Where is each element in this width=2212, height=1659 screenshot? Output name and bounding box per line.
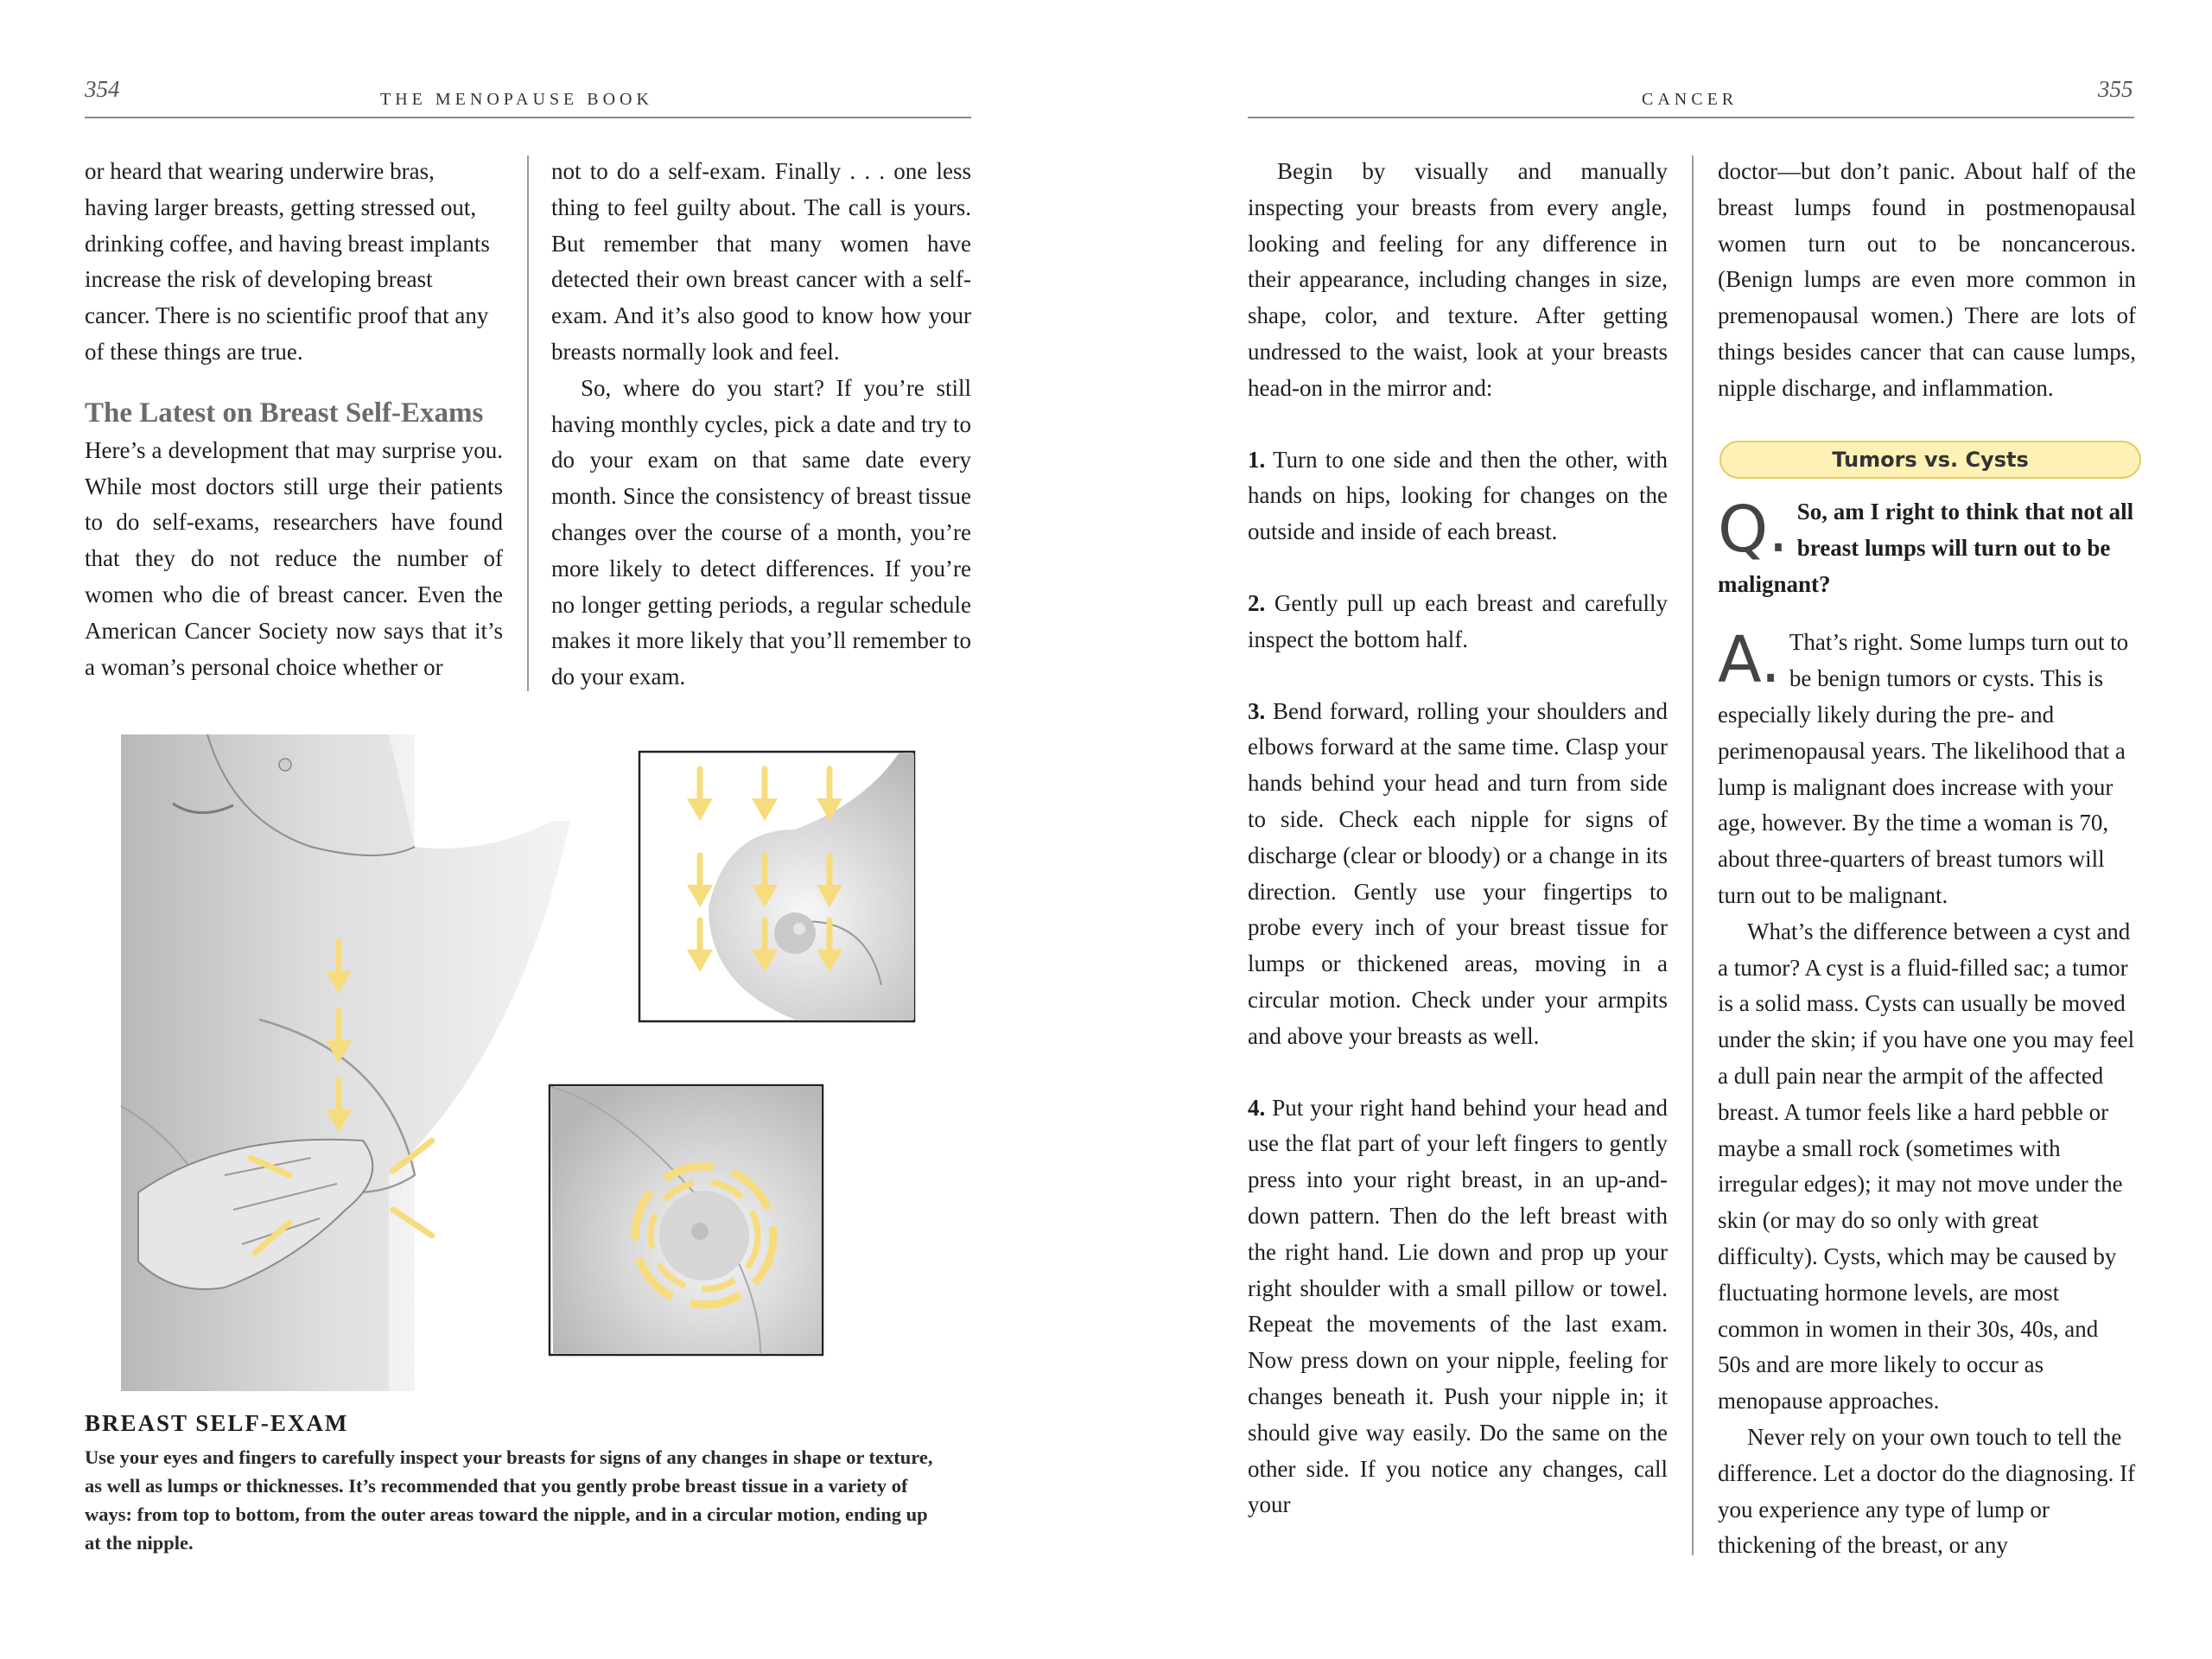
- paragraph: Begin by visually and manually inspecting your breasts from every angle, looking and feeling for any difference in their appearance, including changes in size, shape, color, and texture. After getting undressed to the waist, look at your breasts head-on in the mirror and:: [1248, 158, 1668, 401]
- paragraph: Never rely on your own touch to tell the difference. Let a doctor do the diagnosing. If you experience any type of lump or thickening of the breast, or any: [1718, 1423, 2136, 1559]
- column-divider: [527, 156, 529, 691]
- inset-top-to-bottom: [639, 752, 914, 1021]
- right-page: [1106, 0, 2212, 1659]
- header-rule: [1248, 117, 2134, 118]
- paragraph: doctor—but don’t panic. About half of the breast lumps found in postmenopausal women turn out to be noncancerous. (Benign lumps are even more common in premenopausal women.) There are lots of things besides cancer that can cause lumps, nipple discharge, and inflammation.: [1718, 158, 2136, 401]
- header-rule: [85, 117, 971, 118]
- answer-text: That’s right. Some lumps turn out to be benign tumors or cysts. This is especially likely during the pre- and perimenopausal years. The likelihood that a lump is malignant does increase with your age, however. By the time a woman is 70, about three-quarters of breast tumors will turn out to be malignant.: [1718, 629, 2129, 908]
- a-letter: A.: [1718, 623, 1781, 698]
- right-column-1: [1248, 154, 1668, 1523]
- paragraph: or heard that wearing underwire bras, having larger breasts, getting stressed out, drinking coffee, and having breast implants increase the risk of developing breast cancer. There is no scientific proof that any of these things are true.: [85, 158, 490, 365]
- step-number: 4.: [1248, 1094, 1266, 1121]
- step-3: [1248, 694, 1668, 1055]
- question: [1718, 494, 2136, 602]
- step-text: Turn to one side and then the other, with hands on hips, looking for changes on the outside and inside of each breast.: [1248, 446, 1668, 545]
- figure-caption-title: BREAST SELF-EXAM: [85, 1410, 349, 1436]
- figure-caption-text: Use your eyes and fingers to carefully inspect your breasts for signs of any changes in shape or texture, as well as lumps or thicknesses. It’s recommended that you gently probe breast tissue in a variety of ways: from top to bottom, from the outer areas toward the nipple, and in a circular motion, ending up at the nipple.: [85, 1446, 933, 1554]
- answer: [1718, 625, 2136, 913]
- step-text: Put your right hand behind your head and use the flat part of your left fingers to gently press into your right breast, in an up-and-down pattern. Then do the left breast with the right hand. Lie down and prop up your right shoulder with a small pillow or towel. Repeat the movements of the last exam. Now press down on your nipple, feeling for changes beneath it. Push your nipple in; it should give way easily. Do the same on the other side. If you notice any changes, call your: [1248, 1094, 1668, 1518]
- step-number: 2.: [1248, 589, 1266, 616]
- step-1: [1248, 442, 1668, 550]
- paragraph: Here’s a development that may surprise you. While most doctors still urge their patients to do self-exams, researchers have found that they do not reduce the number of women who die of breast cancer. Even the American Cancer Society now says that it’s a woman’s personal choice whether or: [85, 436, 503, 680]
- torso-figure: [121, 734, 570, 1391]
- left-column-1: [85, 154, 503, 685]
- column-divider: [1692, 156, 1694, 1555]
- breast-self-exam-illustration: [104, 726, 916, 1400]
- step-text: Bend forward, rolling your shoulders and elbows forward at the same time. Clasp your hands behind your head and turn from side to side. Check each nipple for signs of discharge (clear or bloody) or a change in its direction. Gently use your fingertips to probe every inch of your breast tissue for lumps or thickened areas, moving in a circular motion. Check under your armpits and above your breasts as well.: [1248, 697, 1668, 1049]
- step-text: Gently pull up each breast and carefully inspect the bottom half.: [1248, 589, 1668, 652]
- paragraph: What’s the difference between a cyst and a tumor? A cyst is a fluid-filled sac; a tumor is a solid mass. Cysts can usually be moved under the skin; if you have one you may feel a dull pain near the armpit of the affected breast. A tumor feels like a hard pebble or maybe a small rock (sometimes with irregular edges); it may not move under the skin (or may do so only with great difficulty). Cysts, which may be caused by fluctuating hormone levels, are most common in women in their 30s, 40s, and 50s and are more likely to occur as menopause approaches.: [1718, 918, 2135, 1414]
- left-column-2: [551, 154, 971, 696]
- step-number: 1.: [1248, 446, 1266, 473]
- step-4: [1248, 1090, 1668, 1524]
- right-column-2: [1718, 154, 2136, 407]
- running-title: CANCER: [1642, 90, 1738, 109]
- section-heading: The Latest on Breast Self-Exams: [85, 397, 484, 429]
- running-title: THE MENOPAUSE BOOK: [380, 90, 653, 109]
- paragraph: not to do a self-exam. Finally . . . one less thing to feel guilty about. The call is yours. But remember that many women have detected their own breast cancer with a self-exam. And it’s also good to know how your breasts normally look and feel.: [551, 158, 971, 365]
- qa-sidebar: [1718, 494, 2136, 1564]
- step-2: [1248, 586, 1668, 658]
- question-text: So, am I right to think that not all breast lumps will turn out to be malignant?: [1718, 499, 2134, 597]
- sidebar-title-badge: Tumors vs. Cysts: [1719, 441, 2141, 479]
- paragraph: So, where do you start? If you’re still having monthly cycles, pick a date and try to do your exam on that same date every month. Since the consistency of breast tissue changes over the course of a month, you’re more likely to detect differences. If you’re no longer getting periods, a regular schedule makes it more likely that you’ll remember to do your exam.: [551, 374, 971, 690]
- page-number: 354: [85, 76, 120, 102]
- inset-circular-motion: [550, 1085, 823, 1355]
- q-letter: Q.: [1718, 493, 1789, 567]
- page-number: 355: [2098, 76, 2133, 102]
- step-number: 3.: [1248, 697, 1266, 724]
